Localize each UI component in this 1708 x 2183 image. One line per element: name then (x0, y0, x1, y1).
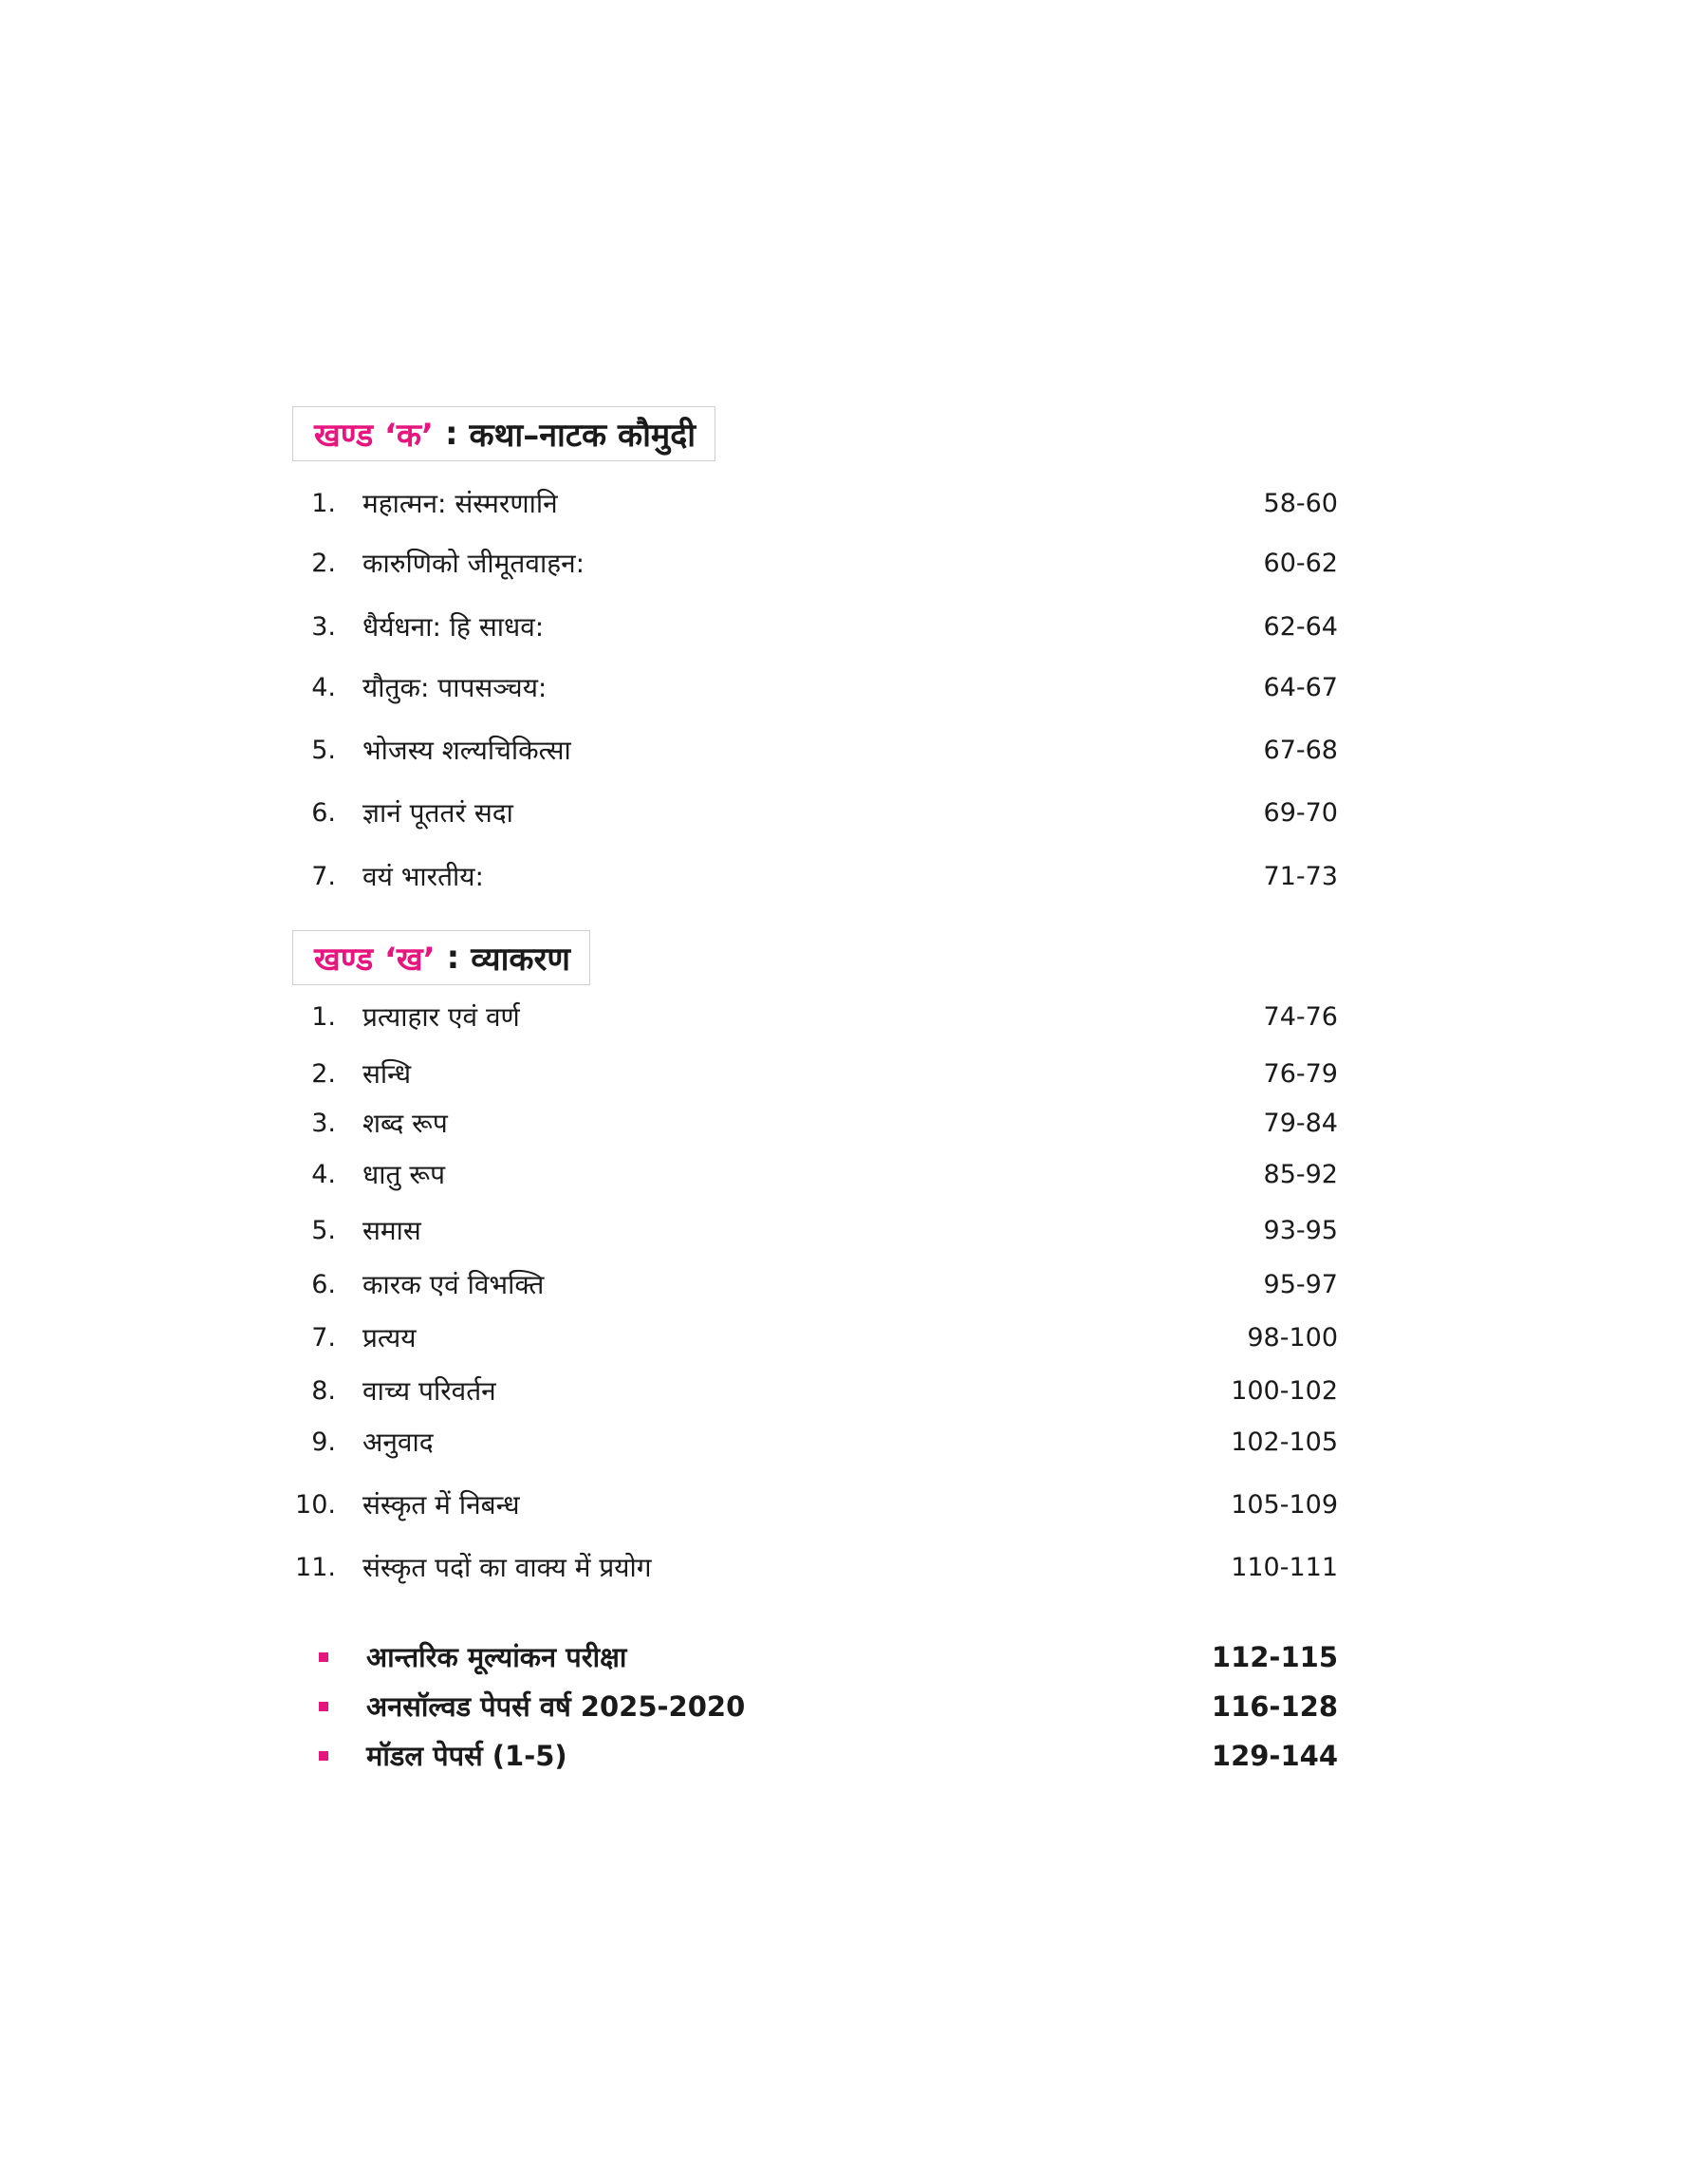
item-pages: 64-67 (1263, 673, 1338, 702)
item-number: 3. (311, 612, 336, 642)
item-title: महात्मन: संस्मरणानि (362, 488, 558, 519)
item-title: प्रत्याहार एवं वर्ण (362, 1001, 520, 1033)
toc-row (285, 1484, 1338, 1526)
item-number: 3. (311, 1109, 336, 1138)
toc-row (285, 667, 1338, 709)
item-pages: 69-70 (1263, 798, 1338, 828)
toc-row (285, 1054, 1338, 1095)
item-number: 2. (311, 1059, 336, 1089)
item-pages: 60-62 (1263, 549, 1338, 578)
section-a-separator: : (444, 415, 458, 453)
item-number: 11. (295, 1553, 336, 1582)
extra-title: आन्तरिक मूल्यांकन परीक्षा (366, 1641, 627, 1673)
item-number: 6. (311, 1270, 336, 1299)
item-number: 9. (311, 1427, 336, 1457)
toc-row (285, 730, 1338, 772)
item-title: भोजस्य शल्यचिकित्सा (362, 735, 571, 766)
extra-row (285, 1735, 1338, 1777)
item-title: समास (362, 1215, 421, 1246)
item-number: 7. (311, 1323, 336, 1353)
bullet-square-icon (319, 1702, 328, 1711)
toc-row (285, 1317, 1338, 1359)
item-number: 4. (311, 673, 336, 702)
toc-row (285, 1154, 1338, 1196)
item-title: शब्द रूप (362, 1108, 448, 1139)
toc-row (285, 1103, 1338, 1145)
section-a-label: खण्ड ‘क’ (314, 417, 434, 455)
item-title: संस्कृत पदों का वाक्य में प्रयोग (362, 1552, 652, 1583)
extra-pages: 112-115 (1211, 1641, 1338, 1673)
toc-row (285, 997, 1338, 1038)
item-title: धातु रूप (362, 1159, 445, 1190)
bullet-square-icon (319, 1652, 328, 1662)
extra-title: अनसॉल्वड पेपर्स वर्ष 2025-2020 (366, 1690, 746, 1723)
item-pages: 93-95 (1263, 1216, 1338, 1245)
section-b-separator: : (446, 939, 460, 977)
extra-pages: 116-128 (1211, 1690, 1338, 1723)
toc-row (285, 1210, 1338, 1252)
item-title: सन्धि (362, 1058, 412, 1090)
item-title: अनुवाद (362, 1427, 434, 1458)
item-pages: 76-79 (1263, 1059, 1338, 1089)
item-pages: 71-73 (1263, 862, 1338, 891)
item-title: प्रत्यय (362, 1322, 417, 1353)
item-number: 7. (311, 862, 336, 891)
item-number: 6. (311, 798, 336, 828)
toc-row (285, 793, 1338, 834)
item-number: 5. (311, 1216, 336, 1245)
section-b-title: व्याकरण (471, 941, 571, 979)
toc-row (285, 606, 1338, 648)
extra-title: मॉडल पेपर्स (1-5) (366, 1740, 567, 1772)
item-number: 10. (295, 1490, 336, 1520)
item-pages: 62-64 (1263, 612, 1338, 642)
extra-pages: 129-144 (1211, 1740, 1338, 1772)
section-a-title: कथा–नाटक कौमुदी (469, 417, 696, 455)
item-pages: 102-105 (1231, 1427, 1338, 1457)
item-pages: 110-111 (1231, 1553, 1338, 1582)
item-pages: 105-109 (1231, 1490, 1338, 1520)
section-b-label: खण्ड ‘ख’ (314, 941, 436, 979)
item-number: 8. (311, 1376, 336, 1406)
extra-row (285, 1636, 1338, 1678)
item-pages: 85-92 (1263, 1160, 1338, 1189)
item-number: 4. (311, 1160, 336, 1189)
section-b-header (292, 930, 590, 985)
item-title: वाच्य परिवर्तन (362, 1375, 496, 1407)
toc-row (285, 543, 1338, 585)
item-title: वयं भारतीय: (362, 861, 484, 892)
item-pages: 100-102 (1231, 1376, 1338, 1406)
item-number: 5. (311, 736, 336, 765)
item-number: 1. (311, 1002, 336, 1032)
item-title: कारुणिको जीमूतवाहन: (362, 548, 585, 579)
toc-row (285, 483, 1338, 525)
item-title: संस्कृत में निबन्ध (362, 1489, 520, 1521)
toc-row (285, 856, 1338, 898)
toc-row (285, 1422, 1338, 1464)
item-pages: 74-76 (1263, 1002, 1338, 1032)
item-pages: 67-68 (1263, 736, 1338, 765)
toc-row (285, 1547, 1338, 1589)
item-title: धैर्यधना: हि साधव: (362, 611, 545, 643)
extra-row (285, 1686, 1338, 1727)
item-number: 1. (311, 489, 336, 518)
item-pages: 58-60 (1263, 489, 1338, 518)
item-pages: 79-84 (1263, 1109, 1338, 1138)
item-number: 2. (311, 549, 336, 578)
toc-row (285, 1264, 1338, 1306)
bullet-square-icon (319, 1751, 328, 1761)
item-pages: 98-100 (1247, 1323, 1338, 1353)
toc-row (285, 1371, 1338, 1412)
item-pages: 95-97 (1263, 1270, 1338, 1299)
item-title: यौतुक: पापसञ्चय: (362, 672, 548, 703)
section-a-header (292, 406, 715, 461)
item-title: ज्ञानं पूततरं सदा (362, 797, 513, 829)
item-title: कारक एवं विभक्ति (362, 1269, 545, 1300)
